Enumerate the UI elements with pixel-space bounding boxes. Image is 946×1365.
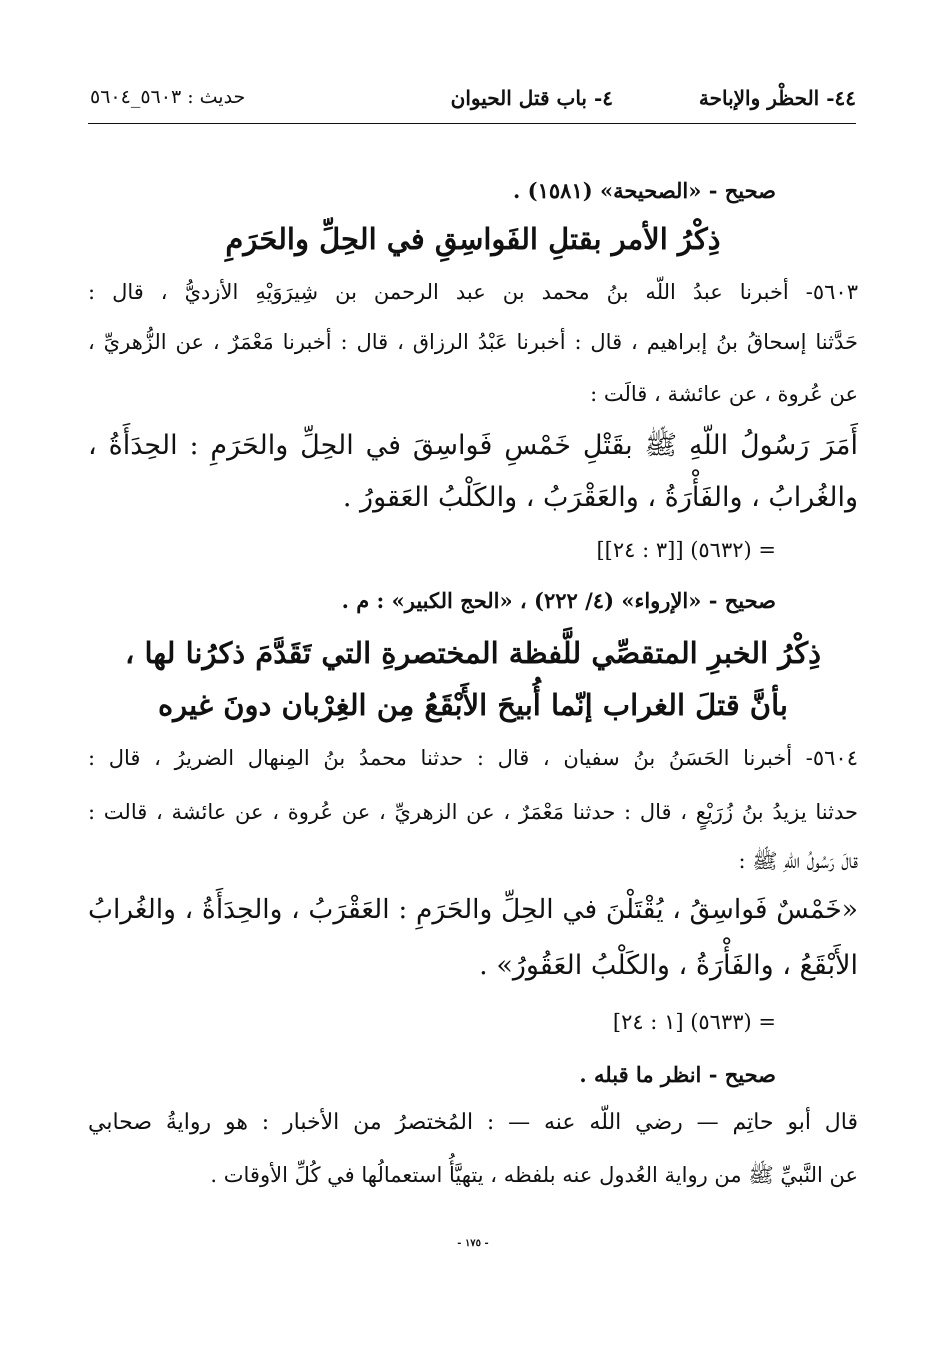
chapter-title: ٤٤- الحظْر والإباحة: [698, 86, 856, 110]
isnad-line: حَدَّثنا إسحاقُ بنُ إبراهيم ، قال : أخبرنا عَبْدُ الرزاق ، قال : أخبرنا مَعْمَرٌ ، عن الزُّهريِّ ،: [88, 330, 858, 354]
commentary-line: عن النَّبيِّ ﷺ من رواية العُدول عنه بلفظه ، يتهيَّأُ استعمالُها في كُلِّ الأوقات .: [210, 1163, 858, 1187]
grading-line: صحيح - انظر ما قبله .: [579, 1062, 776, 1087]
cross-reference: = (٥٦٣٣) [١ : ٢٤]: [612, 1010, 776, 1034]
chapter-heading: ذِكْرُ الخبرِ المتقصِّي للَّفظة المختصرةِ التي تَقَدَّمَ ذكرُنا لها ،: [124, 636, 822, 670]
hadith-text: والغُرابُ ، والفَأْرَةُ ، والعَقْرَبُ ، والكَلْبُ العَقورُ .: [342, 482, 858, 513]
chapter-heading: ذِكْرُ الأمر بقتلِ الفَواسِقِ في الحِلِّ والحَرَمِ: [225, 222, 721, 256]
hadith-text: الأَبْقَعُ ، والفَأْرَةُ ، والكَلْبُ العَقُورُ» .: [479, 950, 858, 981]
cross-reference: = (٥٦٣٢) [[٣ : ٢٤]]: [596, 538, 776, 562]
grading-line: صحيح - «الإرواء» (٤/ ٢٢٢) ، «الحج الكبير» : م .: [341, 588, 776, 613]
page-number: - ١٧٥ -: [457, 1238, 489, 1249]
isnad-line: ٥٦٠٣- أخبرنا عبدُ اللّه بنُ محمد بن عبد الرحمن بن شِيرَوَيْهِ الأزديُّ ، قال :: [88, 280, 858, 304]
section-title: ٤- باب قتل الحيوان: [450, 86, 613, 110]
hadith-text: «خَمْسٌ فَواسِقُ ، يُقْتَلْنَ في الحِلِّ والحَرَمِ : العَقْرَبُ ، والحِدَأَةُ ، والغُرابُ: [88, 894, 858, 925]
grading-line: صحيح - «الصحيحة» (١٥٨١) .: [513, 178, 776, 203]
chapter-heading: بأنَّ قتلَ الغراب إنّما أُبيحَ الأَبْقَعُ مِن الغِرْبان دونَ غيره: [157, 688, 788, 722]
isnad-line: عن عُروة ، عن عائشة ، قالَت :: [590, 382, 858, 406]
header-rule: [88, 123, 856, 124]
isnad-line: ٥٦٠٤- أخبرنا الحَسَنُ بنُ سفيان ، قال : حدثنا محمدُ بنُ المِنهال الضريرُ ، قال :: [88, 746, 858, 770]
hadith-range: حديث : ٥٦٠٣_٥٦٠٤: [90, 86, 246, 108]
isnad-line: حدثنا يزيدُ بنُ زُرَيْعٍ ، قال : حدثنا مَعْمَرٌ ، عن الزهريِّ ، عن عُروة ، عن عائشة ، قالت :: [88, 800, 858, 824]
isnad-line: قالَ رَسُولُ اللّهِ ﷺ :: [738, 849, 858, 873]
hadith-text: أَمَرَ رَسُولُ اللّهِ ﷺ بقَتْلِ خَمْسِ فَواسِقَ في الحِلِّ والحَرَمِ : الحِدَأَةُ ،: [88, 430, 858, 461]
commentary-line: قال أبو حاتِم — رضي اللّه عنه — : المُختصرُ من الأخبار : هو روايةُ صحابي: [88, 1110, 858, 1135]
